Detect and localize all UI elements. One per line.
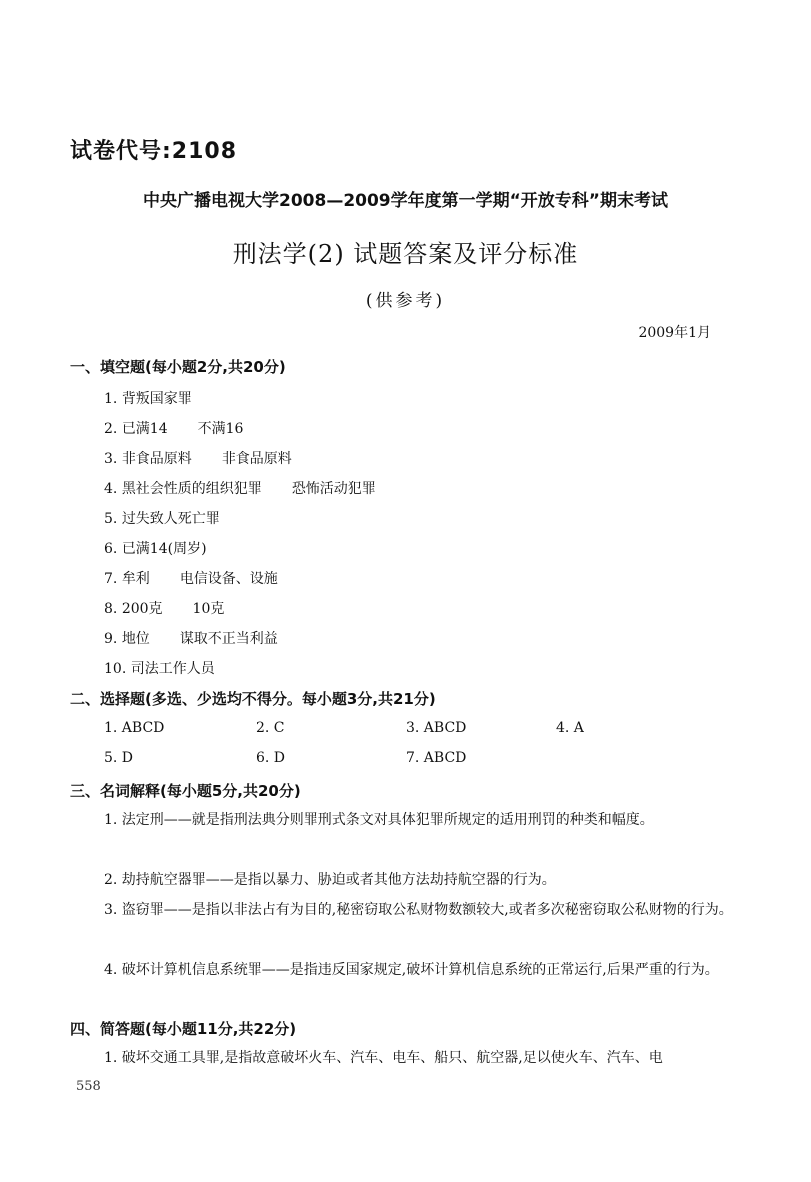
section-fill-blank-heading: 一、填空题(每小题2分,共20分) — [70, 358, 286, 376]
list-item: 10. 司法工作人员 — [104, 661, 215, 677]
page-number: 558 — [76, 1079, 101, 1094]
section-choice-heading: 二、选择题(多选、少选均不得分。每小题3分,共21分) — [70, 690, 436, 708]
list-item: 2. 已满14 不满16 — [104, 421, 244, 437]
list-item: 8. 200克 10克 — [104, 601, 225, 617]
list-item: 3. 非食品原料 非食品原料 — [104, 451, 292, 467]
choice-answer: 5. D — [104, 750, 134, 766]
choice-answer: 7. ABCD — [406, 750, 467, 766]
term-definition: 1. 法定刑——就是指刑法典分则罪刑式条文对具体犯罪所规定的适用刑罚的种类和幅度。 — [104, 812, 654, 828]
list-item: 5. 过失致人死亡罪 — [104, 511, 220, 527]
term-definition: 4. 破坏计算机信息系统罪——是指违反国家规定,破坏计算机信息系统的正常运行,后果严重的行为。 — [104, 962, 719, 978]
choice-answer: 2. C — [256, 720, 285, 736]
list-item: 6. 已满14(周岁) — [104, 541, 207, 557]
choice-answer: 4. A — [556, 720, 584, 736]
section-short-answer-heading: 四、简答题(每小题11分,共22分) — [70, 1020, 297, 1038]
list-item: 9. 地位 谋取不正当利益 — [104, 631, 278, 647]
choice-answer: 6. D — [256, 750, 286, 766]
choice-answer: 1. ABCD — [104, 720, 165, 736]
exam-date: 2009年1月 — [638, 325, 711, 341]
list-item: 1. 背叛国家罪 — [104, 391, 192, 407]
page-subtitle: (供参考) — [365, 291, 446, 311]
term-definition: 2. 劫持航空器罪——是指以暴力、胁迫或者其他方法劫持航空器的行为。 — [104, 872, 556, 888]
exam-code: 试卷代号:2108 — [70, 139, 238, 164]
choice-answer: 3. ABCD — [406, 720, 467, 736]
short-answer-text: 1. 破坏交通工具罪,是指故意破坏火车、汽车、电车、船只、航空器,足以使火车、汽车、电 — [104, 1050, 663, 1066]
list-item: 4. 黑社会性质的组织犯罪 恐怖活动犯罪 — [104, 481, 376, 497]
exam-header: 中央广播电视大学2008—2009学年度第一学期“开放专科”期末考试 — [143, 191, 668, 211]
page-title: 刑法学(2) 试题答案及评分标准 — [232, 240, 579, 268]
section-terms-heading: 三、名词解释(每小题5分,共20分) — [70, 782, 301, 800]
term-definition: 3. 盗窃罪——是指以非法占有为目的,秘密窃取公私财物数额较大,或者多次秘密窃取公私财物的行为。 — [104, 902, 733, 918]
list-item: 7. 牟利 电信设备、设施 — [104, 571, 278, 587]
